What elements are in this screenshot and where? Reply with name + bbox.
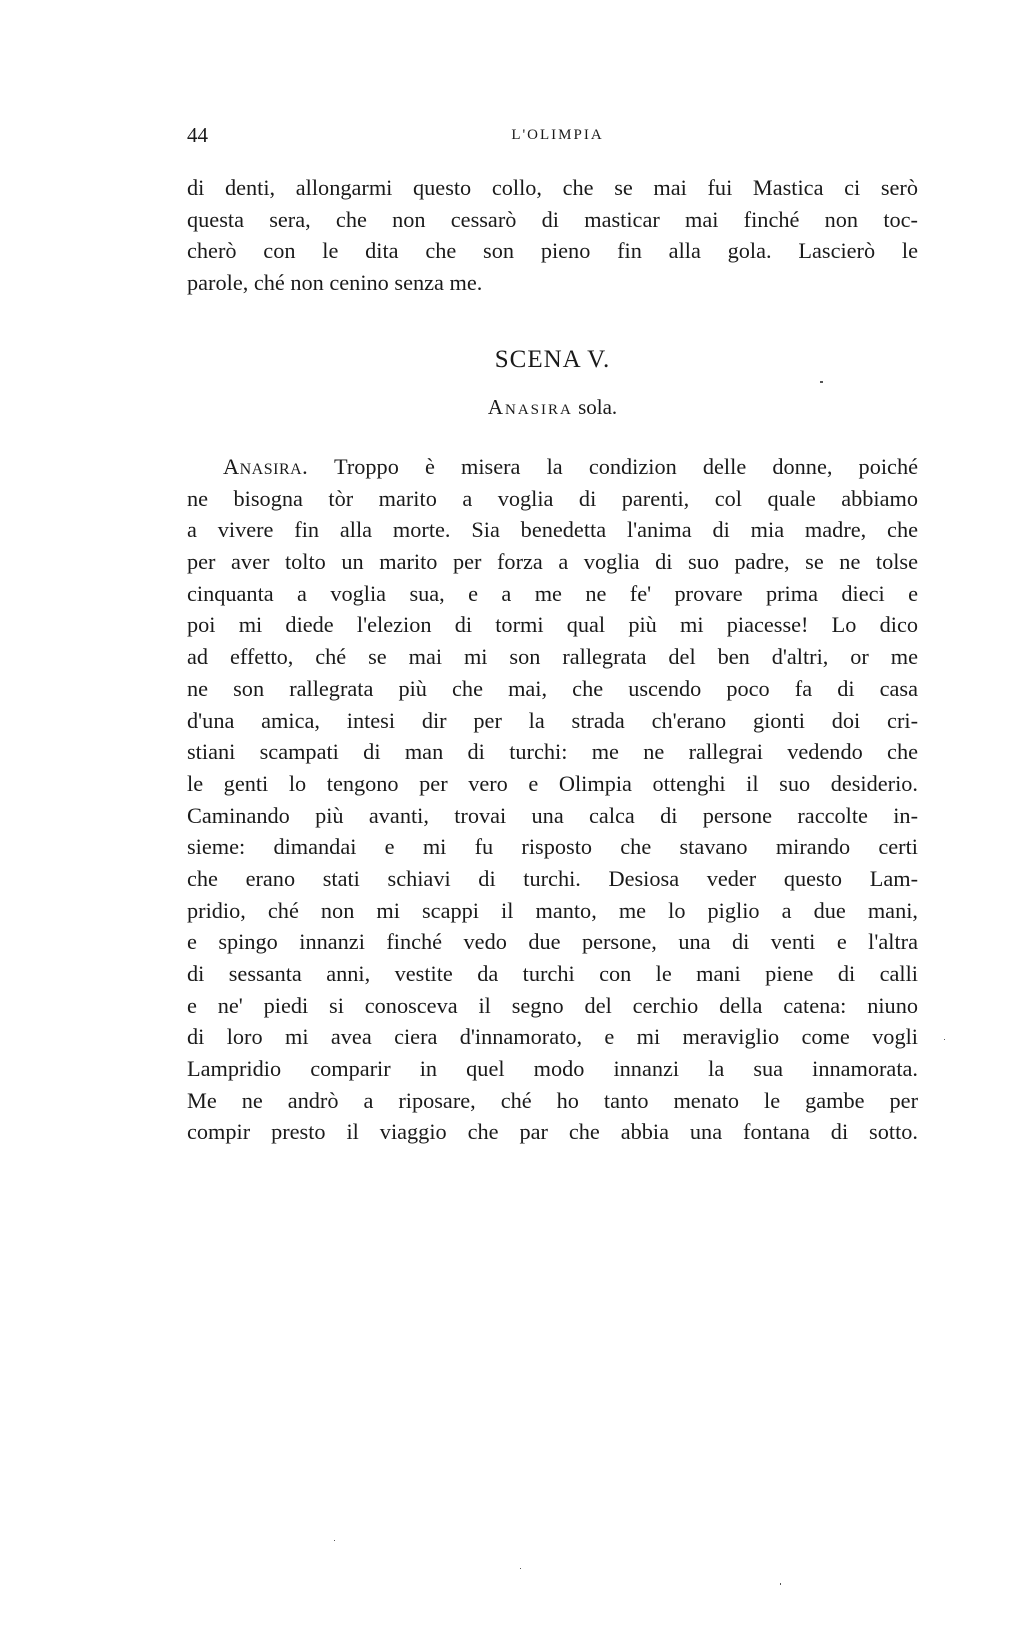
- continuation-paragraph: [187, 172, 918, 299]
- text-line: di loro mi avea ciera d'innamorato, e mi meraviglio come vogli: [187, 1024, 918, 1050]
- text-line: per aver tolto un marito per forza a voglia di suo padre, se ne tolse: [187, 549, 918, 575]
- cast-character-name: Anasira: [487, 395, 573, 419]
- text-line: Me ne andrò a riposare, ché ho tanto menato le gambe per: [187, 1087, 918, 1113]
- text-line: sieme: dimandai e mi fu risposto che stavano mirando certi: [187, 834, 918, 860]
- text-line: pridio, ché non mi scappi il manto, me lo piglio a due mani,: [187, 897, 918, 923]
- scan-speck: [520, 1568, 521, 1569]
- scan-speck: [780, 1583, 781, 1585]
- speech-first-line: [187, 451, 918, 483]
- speech-paragraph: [187, 451, 918, 1148]
- page-number: 44: [187, 123, 208, 147]
- text-line: a vivere fin alla morte. Sia benedetta l'anima di mia madre, che: [187, 517, 918, 543]
- text-line: compir presto il viaggio che par che abbia una fontana di sotto.: [187, 1119, 918, 1145]
- running-title: L'OLIMPIA: [511, 127, 604, 143]
- running-head: [187, 120, 918, 150]
- scan-speck: [820, 381, 823, 383]
- cast-note: sola.: [572, 395, 618, 419]
- text-line: ne son rallegrata più che mai, che uscendo poco fa di casa: [187, 675, 918, 701]
- text-line: stiani scampati di man di turchi: me ne rallegrai vedendo che: [187, 739, 918, 765]
- text-line: di sessanta anni, vestite da turchi con le mani piene di calli: [187, 961, 918, 986]
- text-line: d'una amica, intesi dir per la strada ch'erano gionti doi cri-: [187, 707, 918, 733]
- text-line: parole, ché non cenino senza me.: [187, 270, 483, 296]
- text-line: e spingo innanzi finché vedo due persone, una di venti e l'altra: [187, 929, 918, 955]
- scan-speck: [334, 1540, 335, 1541]
- text-line: questa sera, che non cessarò di masticar mai finché non toc-: [187, 206, 918, 232]
- text-line: Caminando più avanti, trovai una calca di persone raccolte in-: [187, 802, 918, 828]
- speaker-name: Anasira.: [223, 454, 309, 479]
- text-line: le genti lo tengono per vero e Olimpia ottenghi il suo desiderio.: [187, 770, 918, 796]
- text-line: ad effetto, ché se mai mi son rallegrata del ben d'altri, or me: [187, 644, 918, 670]
- text-line: ne bisogna tòr marito a voglia di parenti, col quale abbiamo: [187, 485, 918, 511]
- text-line: e ne' piedi si conosceva il segno del cerchio della catena: niuno: [187, 992, 918, 1018]
- text-line: Lampridio comparir in quel modo innanzi la sua innamorata.: [187, 1056, 918, 1082]
- text-line: che erano stati schiavi di turchi. Desiosa veder questo Lam-: [187, 865, 918, 891]
- scene-cast: [187, 392, 918, 422]
- scene-heading: SCENA V.: [494, 346, 611, 373]
- text-line: cherò con le dita che son pieno fin alla gola. Lascierò le: [187, 238, 918, 264]
- speech-text: Troppo è misera la condizion delle donne, poiché: [308, 454, 918, 479]
- text-line: poi mi diede l'elezion di tormi qual più mi piacesse! Lo dico: [187, 612, 918, 638]
- text-line: cinquanta a voglia sua, e a me ne fe' provare prima dieci e: [187, 580, 918, 606]
- scan-speck: [944, 1039, 945, 1040]
- text-line: di denti, allongarmi questo collo, che se mai fui Mastica ci serò: [187, 175, 918, 200]
